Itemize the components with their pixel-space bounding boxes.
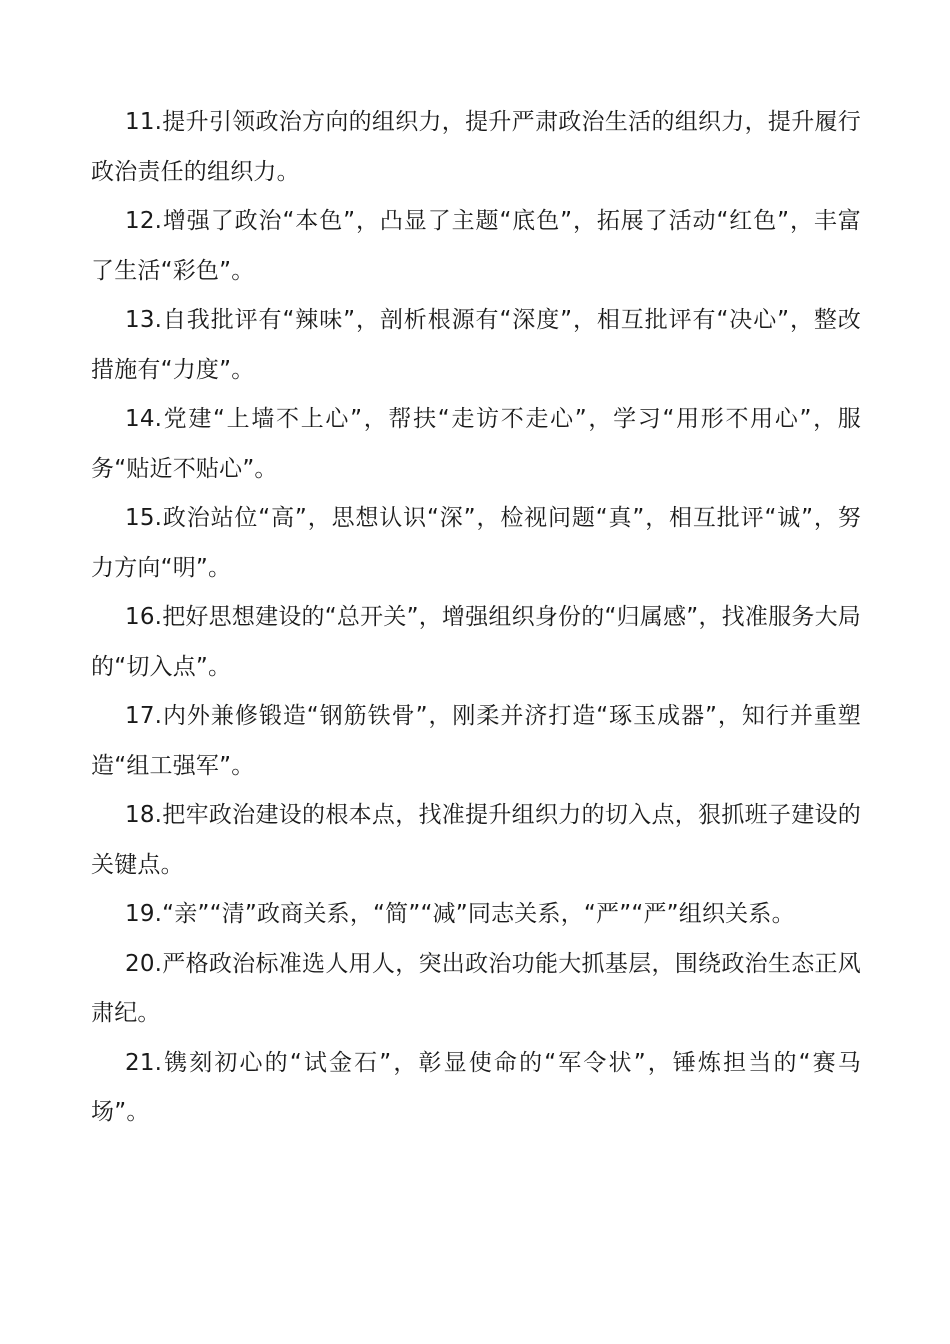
- paragraph-item-19: 19.“亲”“清”政商关系，“简”“减”同志关系，“严”“严”组织关系。: [125, 901, 795, 927]
- paragraph-item-14: 14.党建“上墙不上心”，帮扶“走访不走心”，学习“用形不用心”，服务“贴近不贴心”。: [91, 406, 861, 482]
- document-body: [91, 98, 861, 1138]
- paragraph-item-20: 20.严格政治标准选人用人，突出政治功能大抓基层，围绕政治生态正风肃纪。: [91, 950, 861, 1026]
- paragraph-item-18: 18.把牢政治建设的根本点，找准提升组织力的切入点，狠抓班子建设的关键点。: [91, 802, 861, 878]
- paragraph-item-17: 17.内外兼修锻造“钢筋铁骨”，刚柔并济打造“琢玉成器”，知行并重塑造“组工强军”。: [91, 703, 861, 779]
- paragraph-item-21: 21.镌刻初心的“试金石”，彰显使命的“军令状”，锤炼担当的“赛马场”。: [91, 1049, 861, 1125]
- paragraph-item-11: 11.提升引领政治方向的组织力，提升严肃政治生活的组织力，提升履行政治责任的组织力。: [91, 109, 861, 185]
- paragraph-item-15: 15.政治站位“高”，思想认识“深”，检视问题“真”，相互批评“诚”，努力方向“明”。: [91, 505, 861, 581]
- paragraph-item-13: 13.自我批评有“辣味”，剖析根源有“深度”，相互批评有“决心”，整改措施有“力度”。: [91, 307, 861, 383]
- paragraph-item-12: 12.增强了政治“本色”，凸显了主题“底色”，拓展了活动“红色”，丰富了生活“彩色”。: [91, 208, 861, 284]
- paragraph-item-16: 16.把好思想建设的“总开关”，增强组织身份的“归属感”，找准服务大局的“切入点”。: [91, 604, 861, 680]
